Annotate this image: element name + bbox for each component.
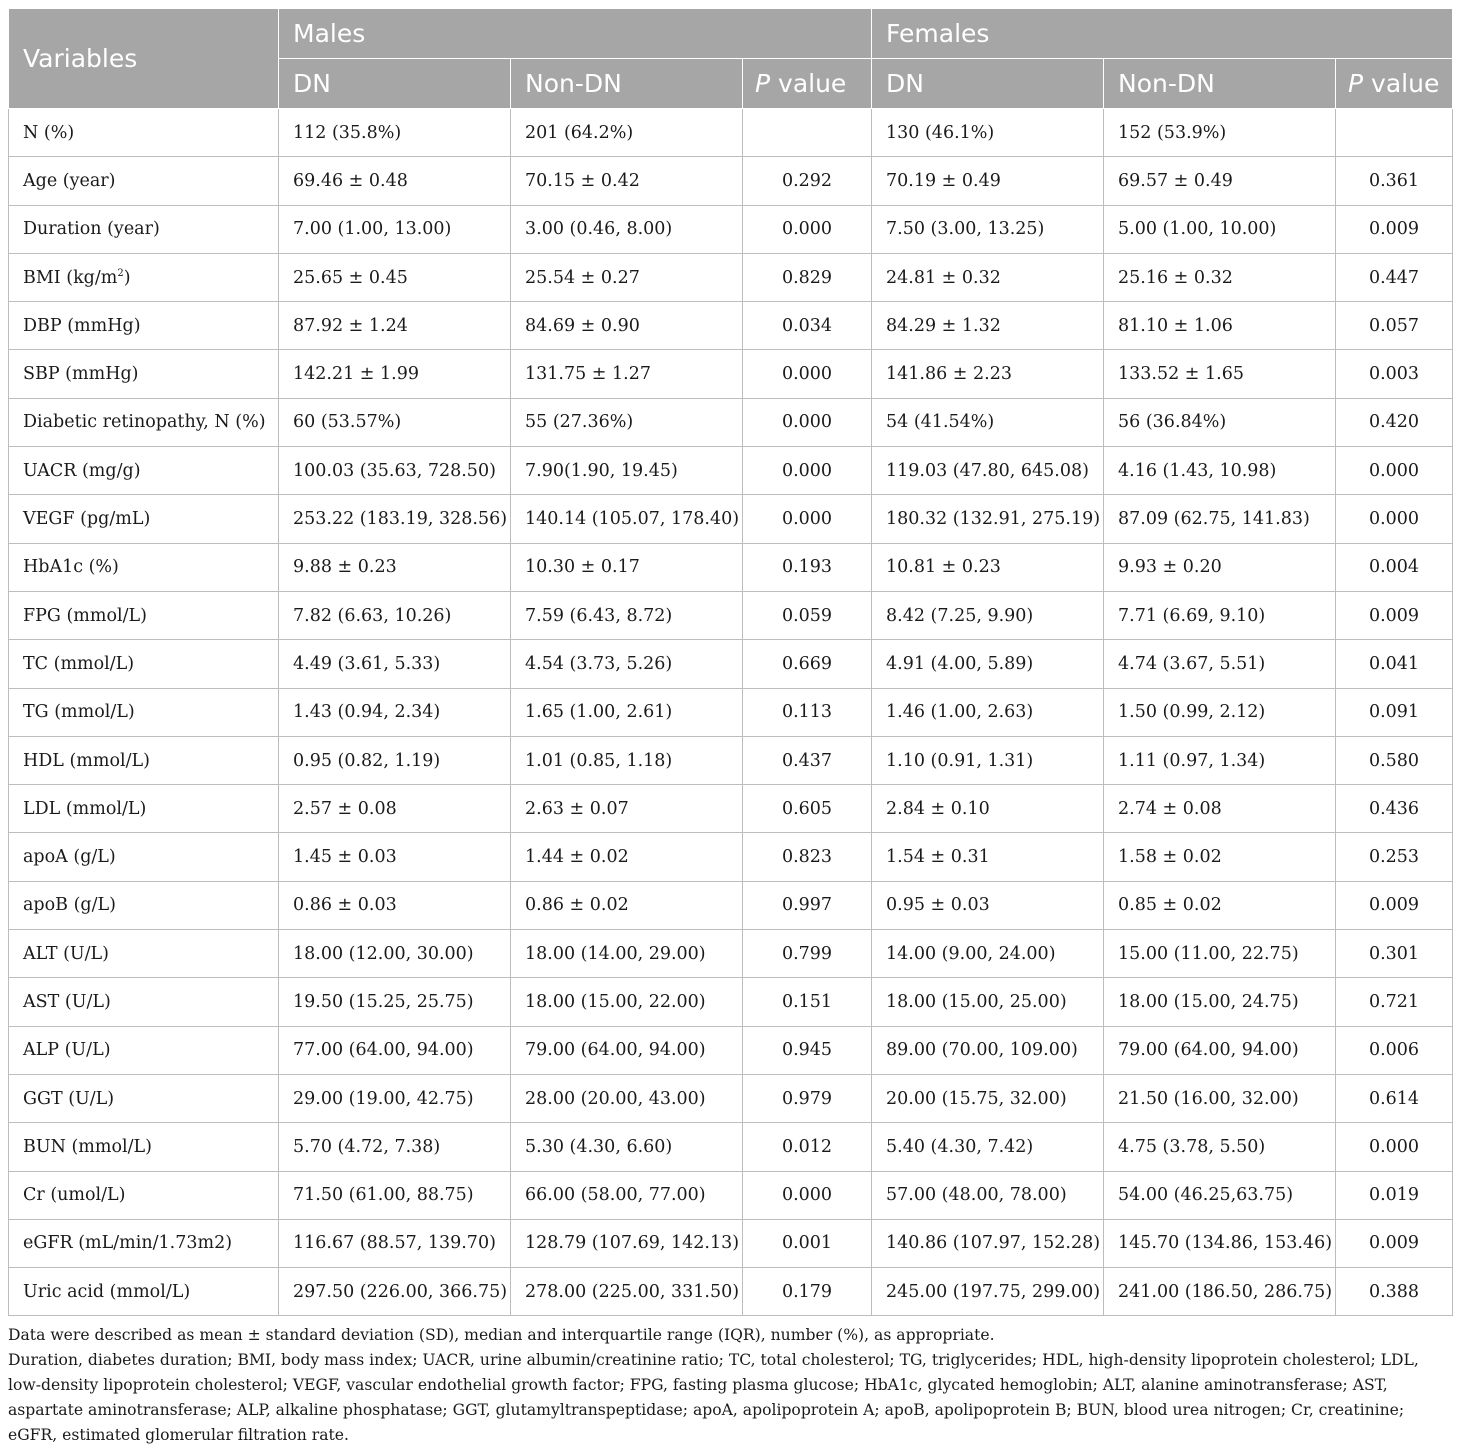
cell-males-non-dn: 140.14 (105.07, 178.40) <box>511 495 743 543</box>
cell-variable: TG (mmol/L) <box>9 688 279 736</box>
cell-females-non-dn: 54.00 (46.25,63.75) <box>1104 1171 1336 1219</box>
cell-females-dn: 1.54 ± 0.31 <box>872 833 1104 881</box>
table-row <box>9 1268 1453 1316</box>
cell-variable: HbA1c (%) <box>9 543 279 591</box>
cell-variable: Duration (year) <box>9 205 279 253</box>
cell-variable: Age (year) <box>9 157 279 205</box>
cell-females-p-value: 0.721 <box>1336 978 1453 1026</box>
cell-males-dn: 142.21 ± 1.99 <box>279 350 511 398</box>
cell-females-p-value: 0.361 <box>1336 157 1453 205</box>
cell-males-p-value: 0.945 <box>743 1026 872 1074</box>
cell-females-non-dn: 4.75 (3.78, 5.50) <box>1104 1123 1336 1171</box>
cell-variable: LDL (mmol/L) <box>9 785 279 833</box>
cell-males-dn: 19.50 (15.25, 25.75) <box>279 978 511 1026</box>
cell-males-p-value: 0.034 <box>743 302 872 350</box>
cell-females-p-value: 0.041 <box>1336 640 1453 688</box>
cell-females-dn: 2.84 ± 0.10 <box>872 785 1104 833</box>
cell-females-p-value: 0.580 <box>1336 736 1453 784</box>
cell-females-dn: 119.03 (47.80, 645.08) <box>872 447 1104 495</box>
cell-males-non-dn: 128.79 (107.69, 142.13) <box>511 1219 743 1267</box>
cell-males-p-value: 0.829 <box>743 253 872 301</box>
cell-variable: DBP (mmHg) <box>9 302 279 350</box>
cell-females-p-value: 0.057 <box>1336 302 1453 350</box>
cell-females-p-value: 0.019 <box>1336 1171 1453 1219</box>
cell-variable: HDL (mmol/L) <box>9 736 279 784</box>
cell-females-non-dn: 81.10 ± 1.06 <box>1104 302 1336 350</box>
cell-females-non-dn: 152 (53.9%) <box>1104 109 1336 157</box>
cell-males-non-dn: 201 (64.2%) <box>511 109 743 157</box>
cell-males-dn: 77.00 (64.00, 94.00) <box>279 1026 511 1074</box>
table-row <box>9 447 1453 495</box>
cell-females-dn: 14.00 (9.00, 24.00) <box>872 930 1104 978</box>
header-females-dn: DN <box>872 59 1104 109</box>
cell-males-non-dn: 7.59 (6.43, 8.72) <box>511 591 743 639</box>
cell-males-p-value: 0.799 <box>743 930 872 978</box>
cell-females-dn: 89.00 (70.00, 109.00) <box>872 1026 1104 1074</box>
cell-variable: Cr (umol/L) <box>9 1171 279 1219</box>
table-row <box>9 591 1453 639</box>
p-italic: P <box>755 69 771 98</box>
cell-females-p-value: 0.253 <box>1336 833 1453 881</box>
table-row <box>9 640 1453 688</box>
cell-males-p-value: 0.059 <box>743 591 872 639</box>
cell-females-non-dn: 56 (36.84%) <box>1104 398 1336 446</box>
cell-variable: BUN (mmol/L) <box>9 1123 279 1171</box>
data-table <box>8 8 1453 1316</box>
cell-females-dn: 130 (46.1%) <box>872 109 1104 157</box>
table-header <box>9 9 1453 109</box>
cell-females-dn: 245.00 (197.75, 299.00) <box>872 1268 1104 1316</box>
p-italic: P <box>1348 69 1364 98</box>
cell-females-p-value: 0.436 <box>1336 785 1453 833</box>
cell-females-dn: 140.86 (107.97, 152.28) <box>872 1219 1104 1267</box>
cell-females-non-dn: 4.74 (3.67, 5.51) <box>1104 640 1336 688</box>
cell-females-dn: 0.95 ± 0.03 <box>872 881 1104 929</box>
table-row <box>9 785 1453 833</box>
cell-males-non-dn: 18.00 (14.00, 29.00) <box>511 930 743 978</box>
cell-variable: GGT (U/L) <box>9 1074 279 1122</box>
cell-females-dn: 5.40 (4.30, 7.42) <box>872 1123 1104 1171</box>
cell-males-p-value: 0.001 <box>743 1219 872 1267</box>
cell-females-p-value: 0.009 <box>1336 1219 1453 1267</box>
header-males: Males <box>279 9 872 59</box>
cell-females-dn: 1.10 (0.91, 1.31) <box>872 736 1104 784</box>
cell-males-dn: 87.92 ± 1.24 <box>279 302 511 350</box>
cell-males-non-dn: 1.65 (1.00, 2.61) <box>511 688 743 736</box>
cell-females-non-dn: 0.85 ± 0.02 <box>1104 881 1336 929</box>
table-body <box>9 109 1453 1316</box>
cell-females-p-value: 0.009 <box>1336 591 1453 639</box>
cell-males-p-value: 0.113 <box>743 688 872 736</box>
cell-males-non-dn: 0.86 ± 0.02 <box>511 881 743 929</box>
table-row <box>9 157 1453 205</box>
cell-males-dn: 69.46 ± 0.48 <box>279 157 511 205</box>
cell-males-dn: 1.45 ± 0.03 <box>279 833 511 881</box>
cell-females-p-value: 0.003 <box>1336 350 1453 398</box>
cell-females-non-dn: 79.00 (64.00, 94.00) <box>1104 1026 1336 1074</box>
cell-variable: AST (U/L) <box>9 978 279 1026</box>
cell-variable: Diabetic retinopathy, N (%) <box>9 398 279 446</box>
cell-males-p-value <box>743 109 872 157</box>
footnote-2: Duration, diabetes duration; BMI, body mass index; UACR, urine albumin/creatinine ratio; TC, total cholesterol; TG, triglycerides; HDL, high-density lipoprotein cholesterol; LDL, low-density lipoprotein cholesterol; VEGF, vascular endothelial growth factor; FPG, fasting plasma glucose; HbA1c, glycated hemoglobin; ALT, alanine aminotransferase; AST, aspartate aminotransferase; ALP, alkaline phosphatase; GGT, glutamyltranspeptidase; apoA, apolipoprotein A; apoB, apolipoprotein B; BUN, blood urea nitrogen; Cr, creatinine; eGFR, estimated glomerular filtration rate. <box>8 1351 1419 1445</box>
table-row <box>9 1123 1453 1171</box>
table-row <box>9 833 1453 881</box>
cell-females-dn: 141.86 ± 2.23 <box>872 350 1104 398</box>
table-row <box>9 930 1453 978</box>
cell-males-non-dn: 18.00 (15.00, 22.00) <box>511 978 743 1026</box>
header-males-p-value <box>743 59 872 109</box>
cell-males-p-value: 0.292 <box>743 157 872 205</box>
cell-males-non-dn: 66.00 (58.00, 77.00) <box>511 1171 743 1219</box>
cell-females-dn: 84.29 ± 1.32 <box>872 302 1104 350</box>
cell-males-p-value: 0.000 <box>743 350 872 398</box>
cell-males-p-value: 0.179 <box>743 1268 872 1316</box>
cell-males-p-value: 0.979 <box>743 1074 872 1122</box>
p-value-text: value <box>770 69 847 98</box>
cell-females-p-value: 0.388 <box>1336 1268 1453 1316</box>
table-row <box>9 1026 1453 1074</box>
header-females: Females <box>872 9 1453 59</box>
table-row <box>9 1219 1453 1267</box>
p-value-text: value <box>1363 69 1440 98</box>
cell-males-p-value: 0.000 <box>743 447 872 495</box>
cell-females-non-dn: 1.50 (0.99, 2.12) <box>1104 688 1336 736</box>
cell-males-p-value: 0.000 <box>743 495 872 543</box>
cell-variable: ALT (U/L) <box>9 930 279 978</box>
cell-variable: FPG (mmol/L) <box>9 591 279 639</box>
table-row <box>9 978 1453 1026</box>
cell-females-p-value: 0.614 <box>1336 1074 1453 1122</box>
cell-variable: BMI $(kg/m^2)$ <box>9 253 279 301</box>
cell-females-dn: 57.00 (48.00, 78.00) <box>872 1171 1104 1219</box>
cell-females-dn: 54 (41.54%) <box>872 398 1104 446</box>
table-row <box>9 543 1453 591</box>
table-row <box>9 302 1453 350</box>
table-footnotes <box>8 1323 1452 1448</box>
header-females-p-value <box>1336 59 1453 109</box>
table-row <box>9 350 1453 398</box>
cell-variable: Uric acid (mmol/L) <box>9 1268 279 1316</box>
cell-males-dn: 253.22 (183.19, 328.56) <box>279 495 511 543</box>
cell-males-dn: 60 (53.57%) <box>279 398 511 446</box>
cell-males-non-dn: 1.44 ± 0.02 <box>511 833 743 881</box>
cell-males-non-dn: 131.75 ± 1.27 <box>511 350 743 398</box>
cell-females-non-dn: 15.00 (11.00, 22.75) <box>1104 930 1336 978</box>
cell-females-non-dn: 21.50 (16.00, 32.00) <box>1104 1074 1336 1122</box>
cell-males-dn: 112 (35.8%) <box>279 109 511 157</box>
cell-females-p-value: 0.420 <box>1336 398 1453 446</box>
cell-variable: eGFR (mL/min/1.73m2) <box>9 1219 279 1267</box>
cell-variable: TC (mmol/L) <box>9 640 279 688</box>
cell-males-dn: 7.82 (6.63, 10.26) <box>279 591 511 639</box>
cell-females-non-dn: 241.00 (186.50, 286.75) <box>1104 1268 1336 1316</box>
cell-males-p-value: 0.605 <box>743 785 872 833</box>
cell-males-dn: 25.65 ± 0.45 <box>279 253 511 301</box>
cell-females-dn: 20.00 (15.75, 32.00) <box>872 1074 1104 1122</box>
cell-males-non-dn: 4.54 (3.73, 5.26) <box>511 640 743 688</box>
cell-variable: VEGF (pg/mL) <box>9 495 279 543</box>
cell-males-non-dn: 1.01 (0.85, 1.18) <box>511 736 743 784</box>
header-males-dn: DN <box>279 59 511 109</box>
cell-females-dn: 8.42 (7.25, 9.90) <box>872 591 1104 639</box>
cell-males-p-value: 0.151 <box>743 978 872 1026</box>
cell-males-p-value: 0.437 <box>743 736 872 784</box>
cell-females-non-dn: 145.70 (134.86, 153.46) <box>1104 1219 1336 1267</box>
cell-females-p-value: 0.447 <box>1336 253 1453 301</box>
cell-males-non-dn: 278.00 (225.00, 331.50) <box>511 1268 743 1316</box>
table-container <box>8 8 1452 1448</box>
cell-females-dn: 70.19 ± 0.49 <box>872 157 1104 205</box>
table-row <box>9 205 1453 253</box>
cell-males-p-value: 0.823 <box>743 833 872 881</box>
cell-females-non-dn: 2.74 ± 0.08 <box>1104 785 1336 833</box>
header-males-non-dn: Non-DN <box>511 59 743 109</box>
cell-females-p-value: 0.091 <box>1336 688 1453 736</box>
cell-males-p-value: 0.000 <box>743 398 872 446</box>
cell-males-dn: 0.95 (0.82, 1.19) <box>279 736 511 784</box>
cell-males-dn: 18.00 (12.00, 30.00) <box>279 930 511 978</box>
cell-females-p-value: 0.006 <box>1336 1026 1453 1074</box>
table-row <box>9 495 1453 543</box>
cell-variable: ALP (U/L) <box>9 1026 279 1074</box>
cell-variable: apoB (g/L) <box>9 881 279 929</box>
cell-males-p-value: 0.997 <box>743 881 872 929</box>
cell-females-dn: 18.00 (15.00, 25.00) <box>872 978 1104 1026</box>
cell-males-non-dn: 79.00 (64.00, 94.00) <box>511 1026 743 1074</box>
table-row <box>9 109 1453 157</box>
cell-females-p-value: 0.009 <box>1336 881 1453 929</box>
cell-males-non-dn: 28.00 (20.00, 43.00) <box>511 1074 743 1122</box>
cell-females-p-value: 0.301 <box>1336 930 1453 978</box>
cell-variable: N (%) <box>9 109 279 157</box>
cell-females-dn: 4.91 (4.00, 5.89) <box>872 640 1104 688</box>
cell-males-dn: 2.57 ± 0.08 <box>279 785 511 833</box>
cell-females-non-dn: 7.71 (6.69, 9.10) <box>1104 591 1336 639</box>
cell-females-non-dn: 18.00 (15.00, 24.75) <box>1104 978 1336 1026</box>
cell-females-non-dn: 87.09 (62.75, 141.83) <box>1104 495 1336 543</box>
cell-males-non-dn: 5.30 (4.30, 6.60) <box>511 1123 743 1171</box>
cell-females-dn: 7.50 (3.00, 13.25) <box>872 205 1104 253</box>
cell-males-non-dn: 55 (27.36%) <box>511 398 743 446</box>
cell-males-dn: 29.00 (19.00, 42.75) <box>279 1074 511 1122</box>
cell-males-dn: 1.43 (0.94, 2.34) <box>279 688 511 736</box>
cell-females-p-value: 0.000 <box>1336 447 1453 495</box>
cell-males-p-value: 0.000 <box>743 205 872 253</box>
header-variables: Variables <box>9 9 279 109</box>
cell-males-dn: 0.86 ± 0.03 <box>279 881 511 929</box>
cell-males-p-value: 0.012 <box>743 1123 872 1171</box>
cell-males-dn: 116.67 (88.57, 139.70) <box>279 1219 511 1267</box>
cell-females-non-dn: 1.11 (0.97, 1.34) <box>1104 736 1336 784</box>
cell-males-dn: 9.88 ± 0.23 <box>279 543 511 591</box>
cell-females-non-dn: 4.16 (1.43, 10.98) <box>1104 447 1336 495</box>
table-row <box>9 253 1453 301</box>
cell-males-non-dn: 70.15 ± 0.42 <box>511 157 743 205</box>
header-females-non-dn: Non-DN <box>1104 59 1336 109</box>
cell-males-dn: 4.49 (3.61, 5.33) <box>279 640 511 688</box>
table-row <box>9 688 1453 736</box>
table-row <box>9 881 1453 929</box>
cell-males-dn: 7.00 (1.00, 13.00) <box>279 205 511 253</box>
cell-males-dn: 297.50 (226.00, 366.75) <box>279 1268 511 1316</box>
cell-females-p-value: 0.004 <box>1336 543 1453 591</box>
cell-females-p-value: 0.000 <box>1336 1123 1453 1171</box>
cell-females-non-dn: 5.00 (1.00, 10.00) <box>1104 205 1336 253</box>
cell-males-dn: 71.50 (61.00, 88.75) <box>279 1171 511 1219</box>
cell-males-non-dn: 10.30 ± 0.17 <box>511 543 743 591</box>
cell-females-non-dn: 25.16 ± 0.32 <box>1104 253 1336 301</box>
footnote-1: Data were described as mean ± standard deviation (SD), median and interquartile range (IQR), number (%), as appropriate. <box>8 1326 995 1345</box>
cell-females-p-value: 0.000 <box>1336 495 1453 543</box>
cell-males-p-value: 0.000 <box>743 1171 872 1219</box>
cell-males-non-dn: 25.54 ± 0.27 <box>511 253 743 301</box>
cell-males-dn: 100.03 (35.63, 728.50) <box>279 447 511 495</box>
cell-females-p-value: 0.009 <box>1336 205 1453 253</box>
cell-females-non-dn: 9.93 ± 0.20 <box>1104 543 1336 591</box>
cell-females-dn: 180.32 (132.91, 275.19) <box>872 495 1104 543</box>
cell-males-non-dn: 84.69 ± 0.90 <box>511 302 743 350</box>
cell-females-dn: 24.81 ± 0.32 <box>872 253 1104 301</box>
cell-males-p-value: 0.193 <box>743 543 872 591</box>
cell-females-dn: 1.46 (1.00, 2.63) <box>872 688 1104 736</box>
cell-variable: UACR (mg/g) <box>9 447 279 495</box>
cell-females-non-dn: 1.58 ± 0.02 <box>1104 833 1336 881</box>
cell-males-non-dn: 3.00 (0.46, 8.00) <box>511 205 743 253</box>
cell-males-non-dn: 7.90(1.90, 19.45) <box>511 447 743 495</box>
cell-males-p-value: 0.669 <box>743 640 872 688</box>
cell-females-dn: 10.81 ± 0.23 <box>872 543 1104 591</box>
cell-males-non-dn: 2.63 ± 0.07 <box>511 785 743 833</box>
table-row <box>9 1074 1453 1122</box>
cell-variable: SBP (mmHg) <box>9 350 279 398</box>
table-row <box>9 736 1453 784</box>
cell-females-non-dn: 69.57 ± 0.49 <box>1104 157 1336 205</box>
cell-variable: apoA (g/L) <box>9 833 279 881</box>
cell-females-p-value <box>1336 109 1453 157</box>
table-row <box>9 398 1453 446</box>
cell-females-non-dn: 133.52 ± 1.65 <box>1104 350 1336 398</box>
table-row <box>9 1171 1453 1219</box>
cell-males-dn: 5.70 (4.72, 7.38) <box>279 1123 511 1171</box>
